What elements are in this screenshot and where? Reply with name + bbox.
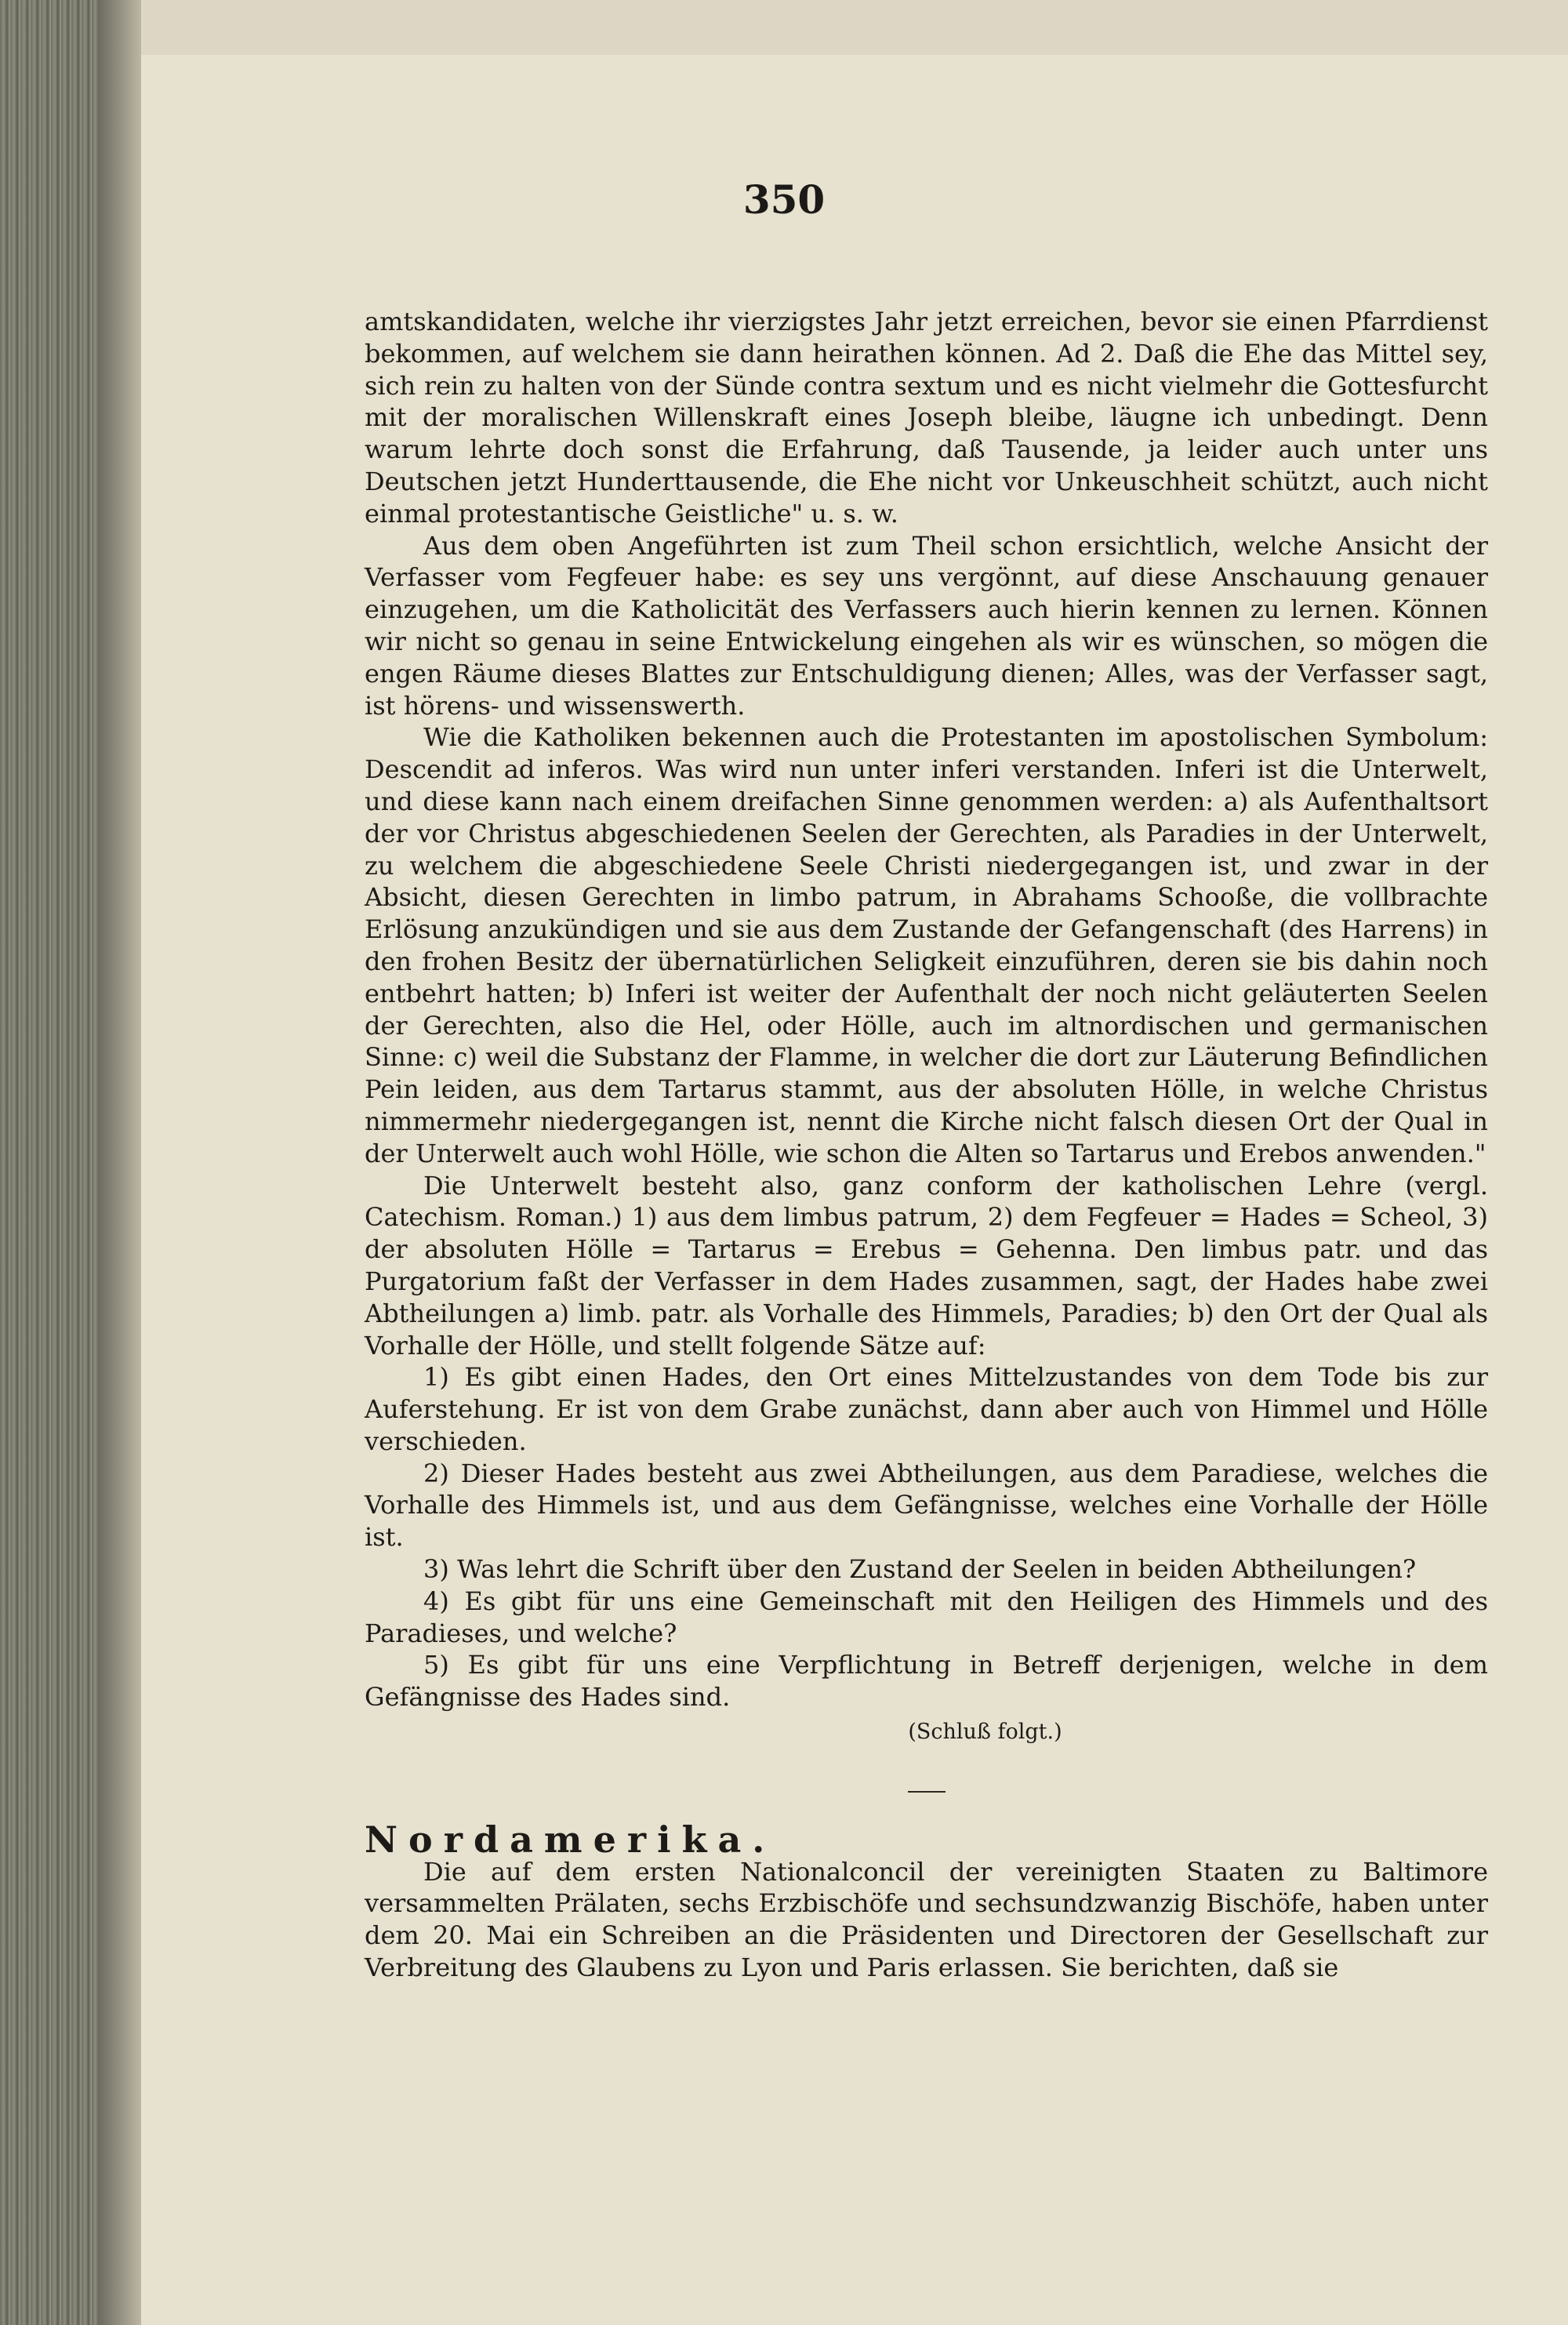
section-heading: Nordamerika. — [365, 1818, 776, 1861]
list-item: 1) Es gibt einen Hades, den Ort eines Mittelzustandes von dem Tode bis zur Auferstehung. Er ist von dem Grabe zunächst, dann aber auch von Himmel und Hölle verschieden. — [365, 1362, 1488, 1456]
section-divider — [908, 1791, 946, 1793]
list-item: 3) Was lehrt die Schrift über den Zustand der Seelen in beiden Abtheilungen? — [423, 1554, 1417, 1585]
page-number: 350 — [742, 176, 826, 223]
list-item: 5) Es gibt für uns eine Verpflichtung in Betreff derjenigen, welche in dem Gefängnisse des Hades sind. — [365, 1650, 1488, 1713]
paragraph: Die auf dem ersten Nationalconcil der vereinigten Staaten zu Baltimore versammelten Prälaten, sechs Erzbischöfe und sechsundzwanzig Bischöfe, haben unter dem 20. Mai ein Schreiben an die Präsidenten und Directoren der Gesellschaft zur Verbreitung des Glaubens zu Lyon und Paris erlassen. Sie berichten, daß sie — [365, 1856, 1488, 1983]
paragraph: Die Unterwelt besteht also, ganz conform der katholischen Lehre (vergl. Catechism. Roman.) 1) aus dem limbus patrum, 2) dem Fegfeuer = Hades = Scheol, 3) der absoluten Hölle = Tartarus = Erebus = Gehenna. Den limbus patr. und das Purgatorium faßt der Verfasser in dem Hades zusammen, sagt, der Hades habe zwei Abtheilungen a) limb. patr. als Vorhalle des Himmels, Paradies; b) den Ort der Qual als Vorhalle der Hölle, und stellt folgende Sätze auf: — [365, 1170, 1488, 1360]
paragraph-continued: amtskandidaten, welche ihr vierzigstes Jahr jetzt erreichen, bevor sie einen Pfarrdienst bekommen, auf welchem sie dann heirathen können. Ad 2. Daß die Ehe das Mittel sey, sich rein zu halten von der Sünde contra sextum und es nicht vielmehr die Gottesfurcht mit der moralischen Willenskraft eines Joseph bleibe, läugne ich unbedingt. Denn warum lehrte doch sonst die Erfahrung, daß Tausende, ja leider auch unter uns Deutschen jetzt Hunderttausende, die Ehe nicht vor Unkeuschheit schützt, auch nicht einmal protestantische Geistliche" u. s. w. — [365, 307, 1488, 529]
book-page-edges — [0, 0, 98, 2325]
binding-shadow — [98, 0, 141, 2325]
paragraph: Wie die Katholiken bekennen auch die Protestanten im apostolischen Symbolum: Descendit ad inferos. Was wird nun unter inferi verstanden. Inferi ist die Unterwelt, und diese kann nach einem dreifachen Sinne genommen werden: a) als Aufenthaltsort der vor Christus abgeschiedenen Seelen der Gerechten, als Paradies in der Unterwelt, zu welchem die abgeschiedene Seele Christi niedergegangen ist, und zwar in der Absicht, diesen Gerechten in limbo patrum, in Abrahams Schooße, die vollbrachte Erlösung anzukündigen und sie aus dem Zustande der Gefangenschaft (des Harrens) in den frohen Besitz der übernatürlichen Seligkeit einzuführen, deren sie bis dahin noch entbehrt hatten; b) Inferi ist weiter der Aufenthalt der noch nicht geläuterten Seelen der Gerechten, also die Hel, oder Hölle, auch im altnordischen und germanischen Sinne: c) weil die Substanz der Flamme, in welcher die dort zur Läuterung Befindlichen Pein leiden, aus dem Tartarus stammt, aus der absoluten Hölle, in welche Christus nimmermehr niedergegangen ist, nennt die Kirche nicht falsch diesen Ort der Qual in der Unterwelt auch wohl Hölle, wie schon die Alten so Tartarus und Erebos anwenden." — [365, 722, 1488, 1168]
body-text — [365, 306, 1488, 1984]
list-item: 2) Dieser Hades besteht aus zwei Abtheilungen, aus dem Paradiese, welches die Vorhalle des Himmels ist, und aus dem Gefängnisse, welches eine Vorhalle der Hölle ist. — [365, 1458, 1488, 1553]
continuation-note: (Schluß folgt.) — [908, 1720, 1062, 1745]
paragraph: Aus dem oben Angeführten ist zum Theil schon ersichtlich, welche Ansicht der Verfasser vom Fegfeuer habe: es sey uns vergönnt, auf diese Anschauung genauer einzugehen, um die Katholicität des Verfassers auch hierin kennen zu lernen. Können wir nicht so genau in seine Entwickelung eingehen als wir es wünschen, so mögen die engen Räume dieses Blattes zur Entschuldigung dienen; Alles, was der Verfasser sagt, ist hörens- und wissenswerth. — [365, 530, 1488, 721]
list-item: 4) Es gibt für uns eine Gemeinschaft mit den Heiligen des Himmels und des Paradieses, und welche? — [365, 1586, 1488, 1648]
